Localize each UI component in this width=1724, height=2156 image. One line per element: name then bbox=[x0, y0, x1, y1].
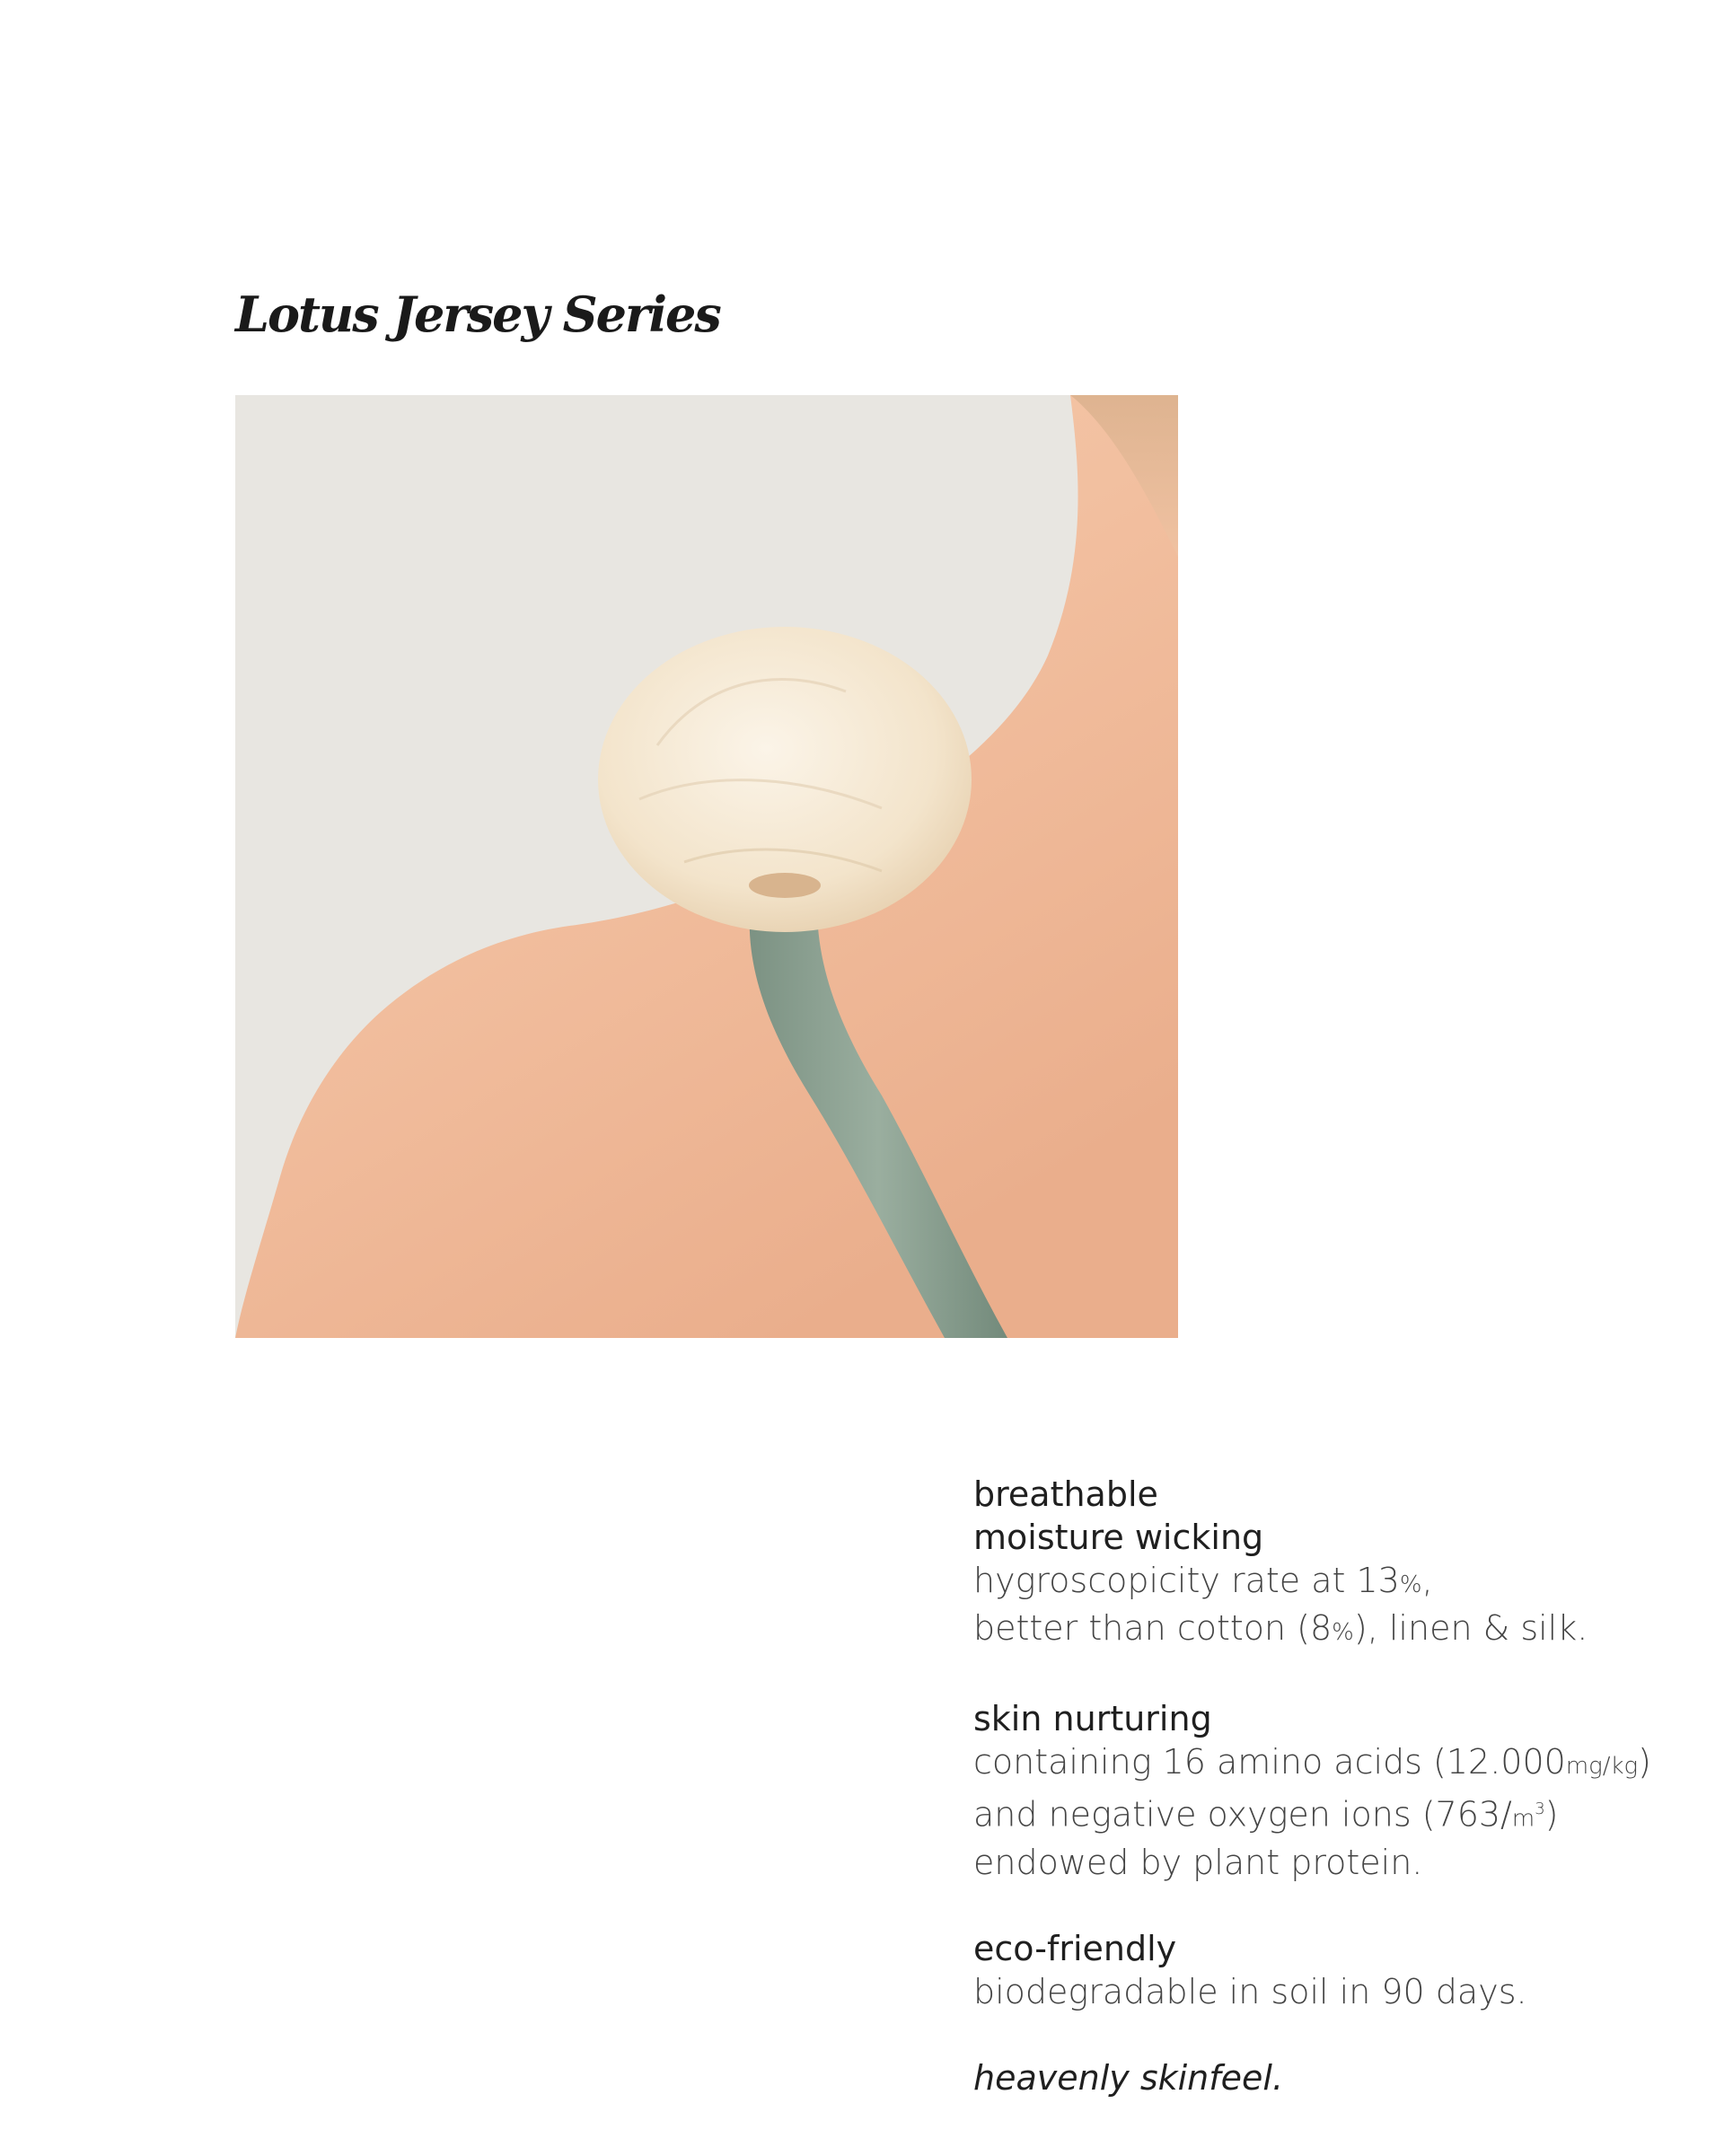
unit-superscript: 3 bbox=[1535, 1800, 1545, 1818]
lotus-photo-illustration bbox=[235, 395, 1178, 1338]
unit: m bbox=[1511, 1805, 1535, 1833]
text: containing 16 amino acids (12.000 bbox=[973, 1742, 1566, 1782]
unit: % bbox=[1399, 1571, 1422, 1598]
unit: % bbox=[1332, 1619, 1354, 1646]
text: ) bbox=[1544, 1794, 1559, 1835]
feature-heading-eco: eco-friendly bbox=[973, 1928, 1177, 1968]
feature-line-cotton bbox=[973, 1606, 1692, 1654]
text: , bbox=[1421, 1561, 1433, 1600]
feature-breathable-moisture bbox=[973, 1473, 1692, 1654]
feature-eco bbox=[973, 1927, 1692, 2013]
unit: mg/kg bbox=[1565, 1753, 1639, 1780]
feature-list bbox=[973, 1473, 1692, 2099]
feature-skin bbox=[973, 1697, 1692, 1884]
text: hygroscopicity rate at 13 bbox=[973, 1561, 1400, 1600]
tagline: heavenly skinfeel. bbox=[973, 2057, 1284, 2098]
lotus-photo bbox=[235, 395, 1178, 1338]
feature-line-ions bbox=[973, 1788, 1692, 1841]
text: ), linen & silk. bbox=[1353, 1608, 1588, 1648]
text: better than cotton (8 bbox=[973, 1608, 1333, 1648]
feature-heading-skin: skin nurturing bbox=[973, 1699, 1212, 1738]
text: ) bbox=[1638, 1742, 1651, 1782]
page-title: Lotus Jersey Series bbox=[235, 286, 720, 343]
bud-base bbox=[749, 873, 821, 898]
feature-line-hygroscopicity bbox=[973, 1559, 1692, 1606]
feature-line-biodegradable: biodegradable in soil in 90 days. bbox=[973, 1971, 1527, 2011]
feature-line-amino bbox=[973, 1740, 1692, 1788]
feature-heading-moisture: moisture wicking bbox=[973, 1518, 1264, 1557]
text: and negative oxygen ions (763/ bbox=[973, 1794, 1512, 1835]
feature-heading-breathable: breathable bbox=[973, 1474, 1158, 1514]
feature-line-protein: endowed by plant protein. bbox=[973, 1842, 1423, 1882]
